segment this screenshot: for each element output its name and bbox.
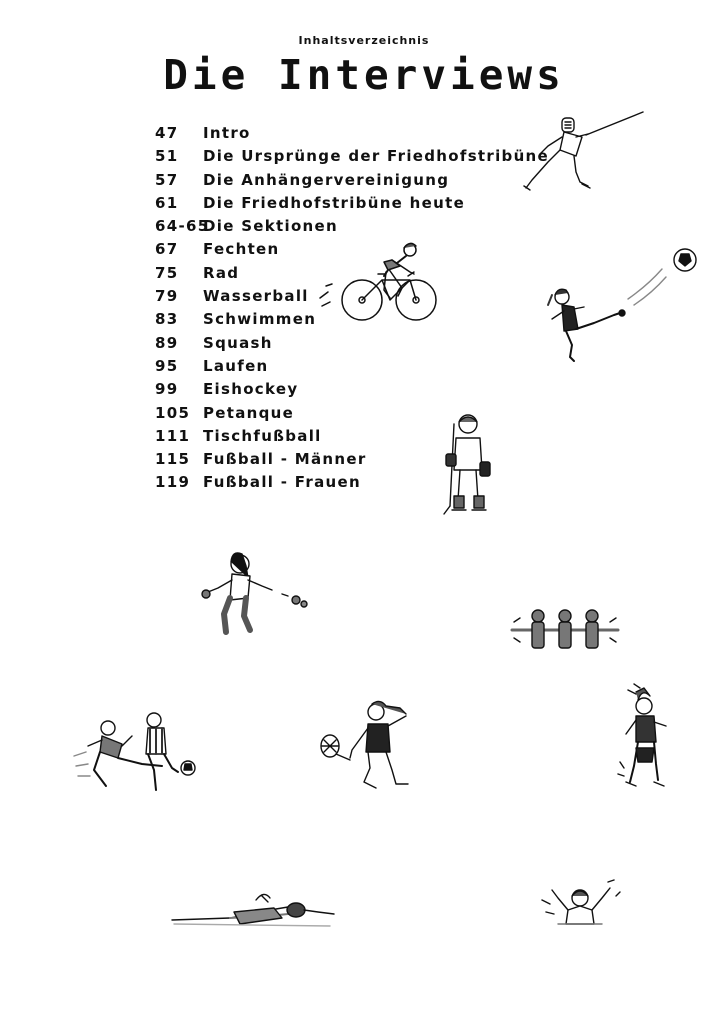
toc-label: Die Anhängervereinigung [203, 170, 450, 189]
toc-label: Die Ursprünge der Friedhofstribüne [203, 147, 550, 166]
toc-row-anhaenger [155, 169, 549, 192]
toc-label: Wasserball [203, 287, 309, 306]
toc-label: Die Sektionen [203, 217, 338, 236]
toc-label: Rad [203, 263, 240, 282]
page-title: Die Interviews [163, 51, 565, 99]
toc-label: Eishockey [203, 380, 299, 399]
toc-page: 89 [155, 333, 179, 352]
toc-label: Tischfußball [203, 426, 322, 445]
soccer-men-tackle-icon [72, 706, 200, 798]
toc-page: 51 [155, 147, 179, 166]
toc-label: Intro [203, 124, 251, 142]
water-player-icon [538, 876, 622, 932]
ice-hockey-player-icon [440, 410, 498, 522]
runner-icon [614, 682, 678, 800]
toc-row-squash [155, 332, 549, 355]
toc-page: 99 [155, 380, 179, 399]
toc-page: 115 [155, 450, 191, 469]
toc-label: Squash [203, 333, 273, 352]
toc-page: 119 [155, 473, 191, 492]
petanque-player-icon [196, 548, 312, 640]
toc-label: Die Friedhofstribüne heute [203, 193, 466, 212]
toc-page: 47 [155, 124, 179, 142]
toc-page: 64-65 [155, 217, 210, 236]
toc-label: Fußball - Männer [203, 450, 367, 469]
toc-page: 67 [155, 240, 179, 259]
fencer-icon [518, 110, 648, 195]
toc-row-heute [155, 192, 549, 215]
toc-row-eishockey [155, 378, 549, 401]
toc-label: Fechten [203, 240, 280, 259]
toc-row-intro [155, 122, 549, 145]
swimmer-icon [170, 880, 336, 932]
toc-page: 61 [155, 193, 179, 212]
toc-page: 95 [155, 356, 179, 375]
table-football-icon [510, 602, 620, 660]
toc-row-sektionen [155, 215, 549, 238]
toc-page: 111 [155, 426, 191, 445]
toc-page: 57 [155, 170, 179, 189]
toc-label: Fußball - Frauen [203, 473, 361, 492]
kicker-heading: Inhaltsverzeichnis [298, 34, 430, 47]
squash-player-icon [314, 694, 422, 796]
toc-page: 79 [155, 287, 179, 306]
toc-row-ursprunge [155, 145, 549, 168]
cyclist-icon [318, 238, 442, 322]
toc-page: 105 [155, 403, 191, 422]
toc-page: 75 [155, 263, 179, 282]
toc-label: Laufen [203, 356, 269, 375]
toc-row-laufen [155, 355, 549, 378]
toc-label: Petanque [203, 403, 295, 422]
toc-page: 83 [155, 310, 179, 329]
soccer-woman-kick-icon [538, 245, 702, 367]
toc-label: Schwimmen [203, 310, 317, 329]
